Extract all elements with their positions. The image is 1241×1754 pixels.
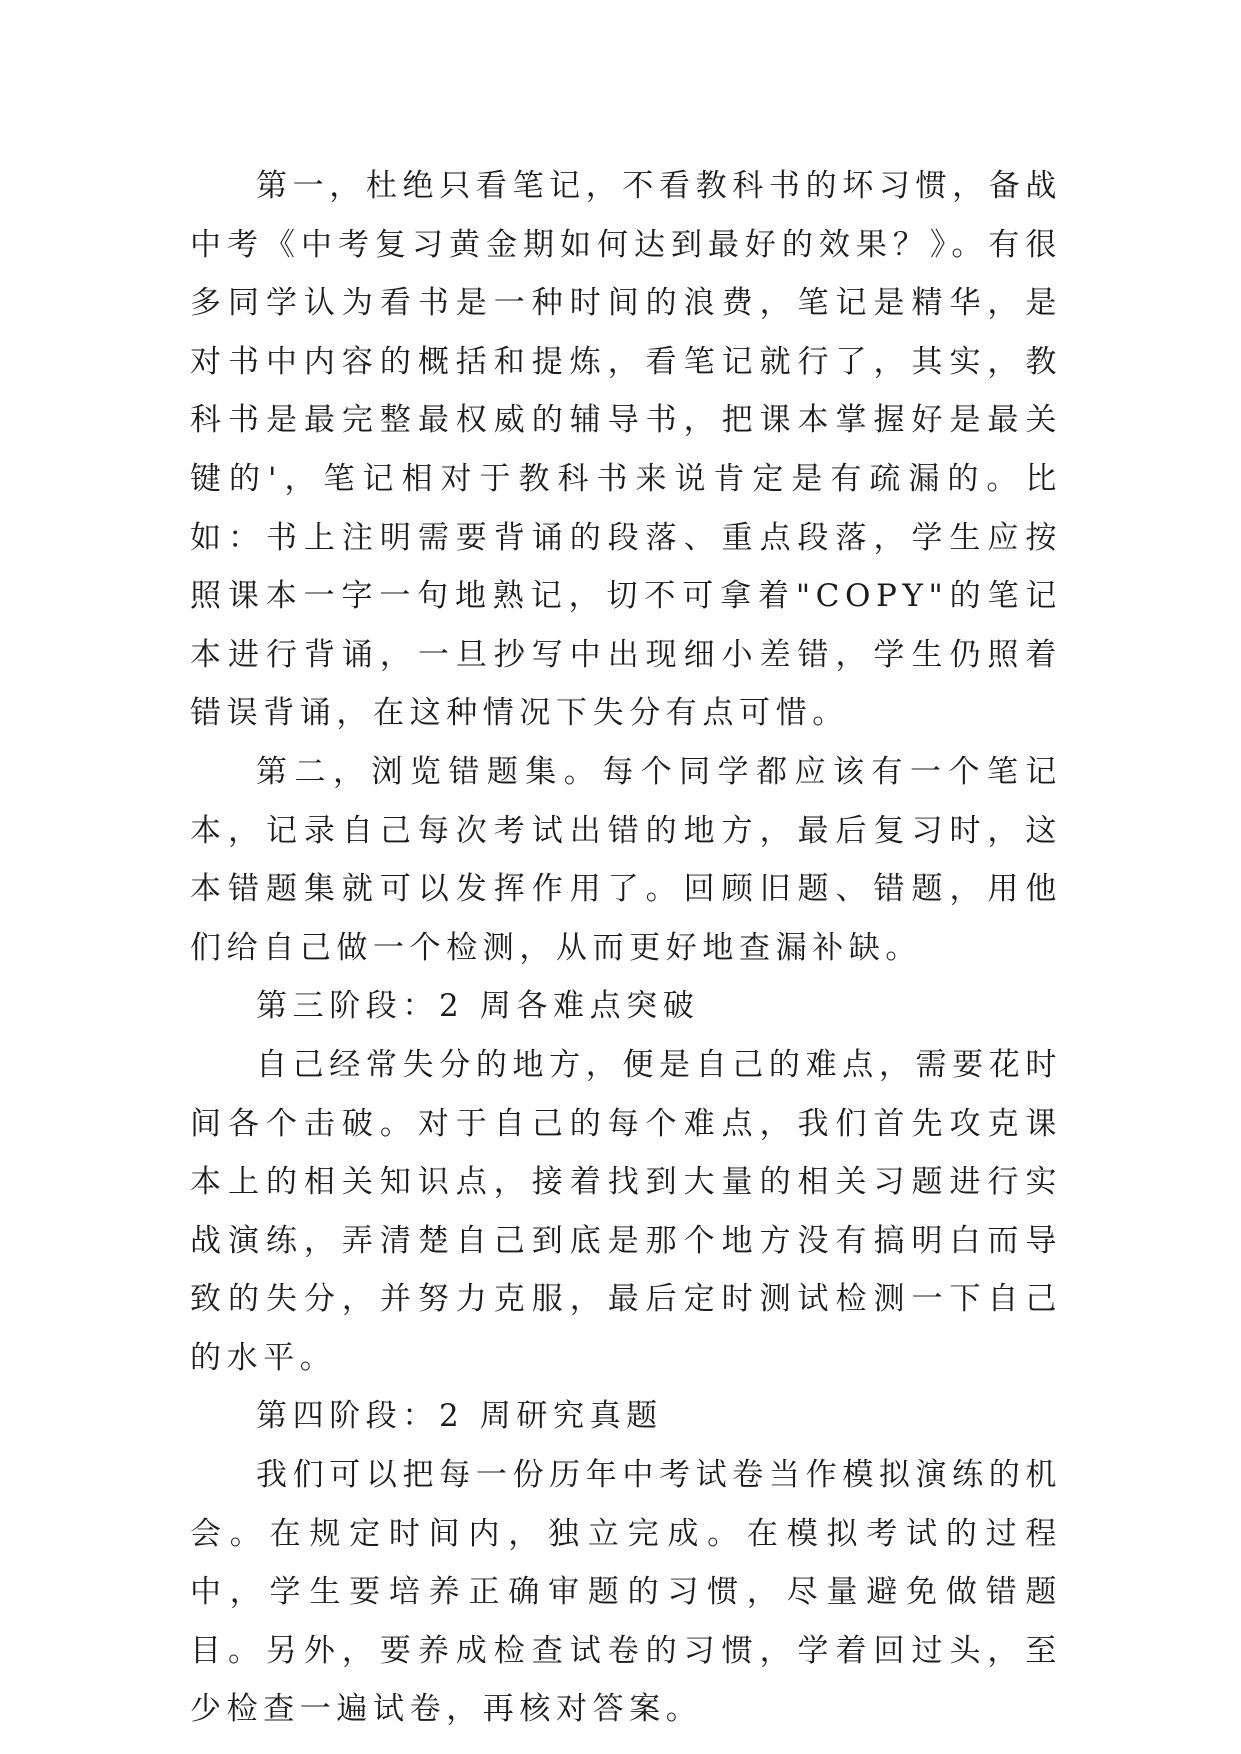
document-body: [190, 157, 1062, 1739]
paragraph-error-collection: 第二，浏览错题集。每个同学都应该有一个笔记本，记录自己每次考试出错的地方，最后复习时，这本错题集就可以发挥作用了。回顾旧题、错题，用他们给自己做一个检测，从而更好地查漏补缺。: [190, 753, 1062, 966]
paragraph-past-exams: 我们可以把每一份历年中考试卷当作模拟演练的机会。在规定时间内，独立完成。在模拟考试的过程中，学生要培养正确审题的习惯，尽量避免做错题目。另外，要养成检查试卷的习惯，学着回过头，至少检查一遍试卷，再核对答案。: [190, 1457, 1062, 1728]
section-heading-stage-four: 第四阶段：2 周研究真题: [256, 1398, 663, 1435]
section-heading-stage-three: 第三阶段：2 周各难点突破: [256, 988, 700, 1025]
paragraph-difficult-points: 自己经常失分的地方，便是自己的难点，需要花时间各个击破。对于自己的每个难点，我们首先攻克课本上的相关知识点，接着找到大量的相关习题进行实战演练，弄清楚自己到底是那个地方没有搞明白而导致的失分，并努力克服，最后定时测试检测一下自己的水平。: [190, 1046, 1062, 1376]
paragraph-habit-textbook: 第一，杜绝只看笔记，不看教科书的坏习惯，备战中考《中考复习黄金期如何达到最好的效果？》。有很多同学认为看书是一种时间的浪费，笔记是精华，是对书中内容的概括和提炼，看笔记就行了，其实，教科书是最完整最权威的辅导书，把课本掌握好是最关键的'，笔记相对于教科书来说肯定是有疏漏的。比如：书上注明需要背诵的段落、重点段落，学生应按照课本一字一句地熟记，切不可拿着"COPY"的笔记本进行背诵，一旦抄写中出现细小差错，学生仍照着错误背诵，在这种情况下失分有点可惜。: [190, 168, 1062, 732]
